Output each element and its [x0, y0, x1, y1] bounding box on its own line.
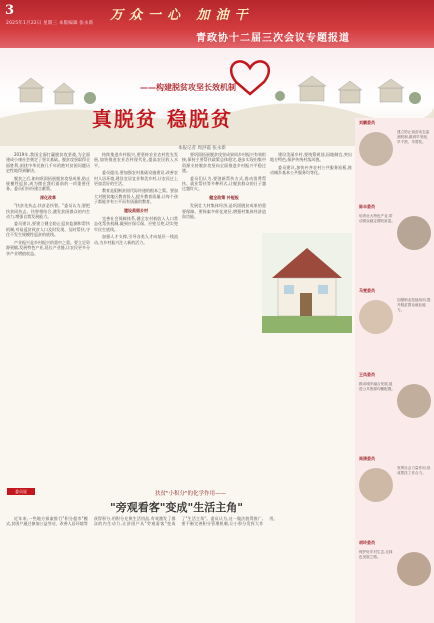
- article-column-1: [6, 152, 90, 482]
- house-illustration: [262, 233, 352, 333]
- paragraph: 发展壮大村集体经济,是巩固脱贫成果的重要保障。要探索多样化途径,增强村集体经济造血功能。: [182, 203, 266, 220]
- member-name: 周清委员: [359, 456, 375, 461]
- member-card: [355, 118, 434, 200]
- article-headline: [92, 103, 233, 132]
- article-column-3: [182, 152, 266, 482]
- member-name: 陈丰委员: [359, 204, 375, 209]
- member-card: [355, 286, 434, 368]
- member-photo: [397, 216, 431, 250]
- paragraph: 近年来,一些地方探索推行"积分超市"模式,贫困户通过参加公益劳动、改善人居环境等获得积分,用积分兑换生活用品,有效激发了群众的内生动力,让贫困户从"旁观看客"变成了"生活主角"。委员认为,这一做法值得推广,要不断完善积分管理机制,让小积分发挥大作用。: [6, 516, 278, 527]
- paragraph: 要巩固拓展脱贫攻坚成果同乡村振兴有效衔接,保持主要帮扶政策总体稳定,逐步实现由集中资源支持脱贫攻坚向全面推进乡村振兴平稳过渡。: [182, 152, 266, 174]
- member-card: [355, 454, 434, 536]
- member-name: 马雯委员: [359, 288, 375, 293]
- member-name: 胡玲委员: [359, 540, 375, 545]
- section-heading: 建设美丽乡村: [124, 207, 148, 213]
- member-photo: [359, 132, 393, 166]
- member-name: 刘鹏委员: [359, 120, 375, 125]
- member-card: [355, 538, 434, 620]
- page-number: 3: [5, 3, 15, 18]
- bottom-kicker: 扶贫"小积分"的化学作用——: [155, 491, 227, 497]
- issue-line: 2025年1月22日 星期三 本版编辑 张永新: [6, 21, 94, 26]
- member-name: 王凤委员: [359, 372, 375, 377]
- section-heading: 深化改革: [40, 194, 56, 200]
- bottom-headline: "旁观看客"变成"生活主角": [110, 501, 243, 514]
- paragraph: 委员建议,要建立健全防止返贫监测和帮扶机制,对易返贫致贫人口及时发现、及时帮扶,守住不发生规模性返贫的底线。: [6, 221, 90, 238]
- paragraph: 持续推进乡村振兴,要坚持农业农村优先发展,加快推进农业农村现代化,提高农民收入水平。: [94, 152, 178, 168]
- member-photo: [359, 468, 393, 502]
- headline-part-1: 真脱贫: [92, 107, 158, 131]
- paragraph: 完善社会保障体系,健全农村低收入人口常态化帮扶机制,做到应保尽保、应兜尽兜,切实兜牢民生底线。: [94, 216, 178, 232]
- member-quote: 加强职业技能培训,提升脱贫群众就业能力。: [397, 298, 431, 312]
- member-quote: 培育壮大特色产业,带动群众稳定增收致富。: [359, 214, 395, 223]
- member-quote: 发挥社会力量作用,形成帮扶工作合力。: [397, 466, 431, 475]
- member-card: [355, 370, 434, 452]
- paragraph: 委员提出,要加强农村基础设施建设,改善农村人居环境,建设宜居宜业和美乡村,让农民过上更加美好的生活。: [94, 170, 178, 187]
- section-heading: 健全政策 补短板: [209, 194, 239, 200]
- article-subheadline: ——构建脱贫攻坚长效机制: [140, 83, 236, 92]
- member-sidebar: [355, 118, 434, 623]
- member-photo: [397, 552, 431, 586]
- member-quote: 建立防止返贫动态监测机制,做到早发现、早干预、早帮扶。: [397, 130, 431, 144]
- paragraph: 脱贫之后,如何巩固拓展脱贫攻坚成果,防止规模性返贫,成为摆在我们面前的一项重要任务。委员们纷纷建言献策。: [6, 175, 90, 192]
- special-report-title: 青政协十二届三次会议专题报道: [196, 33, 350, 44]
- byline: 本报记者 周洪霞 张永新: [178, 146, 226, 151]
- paragraph: 加强人才支撑,引导各类人才向基层一线流动,为乡村振兴注入新的活力。: [94, 234, 178, 245]
- member-photo: [397, 384, 431, 418]
- headline-part-2: 稳脱贫: [166, 107, 233, 131]
- article-column-2: [94, 152, 178, 482]
- bottom-article-body: [6, 516, 351, 616]
- paragraph: 2019年,我国全面打赢脱贫攻坚战,为全面建成小康社会奠定了坚实基础。脱贫攻坚取得全面胜利,困扰中华民族几千年的绝对贫困问题历史性地得到解决。: [6, 152, 90, 174]
- paragraph: 委员们认为,要创新帮扶方式,推动消费帮扶、就业帮扶等多种形式,让脱贫群众的日子越过越红火。: [182, 175, 266, 192]
- member-quote: 推动城乡融合发展,促进公共资源均衡配置。: [359, 382, 395, 391]
- member-quote: 保护好乡村生态,走绿色发展之路。: [359, 550, 393, 559]
- member-card: [355, 202, 434, 284]
- article-column-4: [270, 152, 352, 232]
- paragraph: 教育是阻断贫困代际传递的根本之策。要加大对脱贫地区教育投入,提升教育质量,让每个孩子都能享有公平而有质量的教育。: [94, 188, 178, 205]
- paragraph: 产业振兴是乡村振兴的重中之重。要立足资源禀赋,发展特色产业,延长产业链,让农民更多分享产业增值收益。: [6, 239, 90, 256]
- paragraph: 委员建议,加快补齐农村公共服务短板,推动城乡基本公共服务均等化。: [270, 164, 352, 176]
- paragraph: 建设美丽乡村,要统筹规划,因地制宜,突出地方特色,保护传统村落风貌。: [270, 152, 352, 163]
- column-tag: 委员说: [7, 488, 35, 495]
- masthead-banner: [0, 0, 434, 48]
- paragraph: "扶贫先扶志,扶贫必扶智。"委员认为,要把扶贫同扶志、扶智相结合,激发贫困群众的内生动力,增强自我发展能力。: [6, 203, 90, 220]
- member-photo: [359, 300, 393, 334]
- slogan: 万众一心 加油干: [110, 8, 254, 23]
